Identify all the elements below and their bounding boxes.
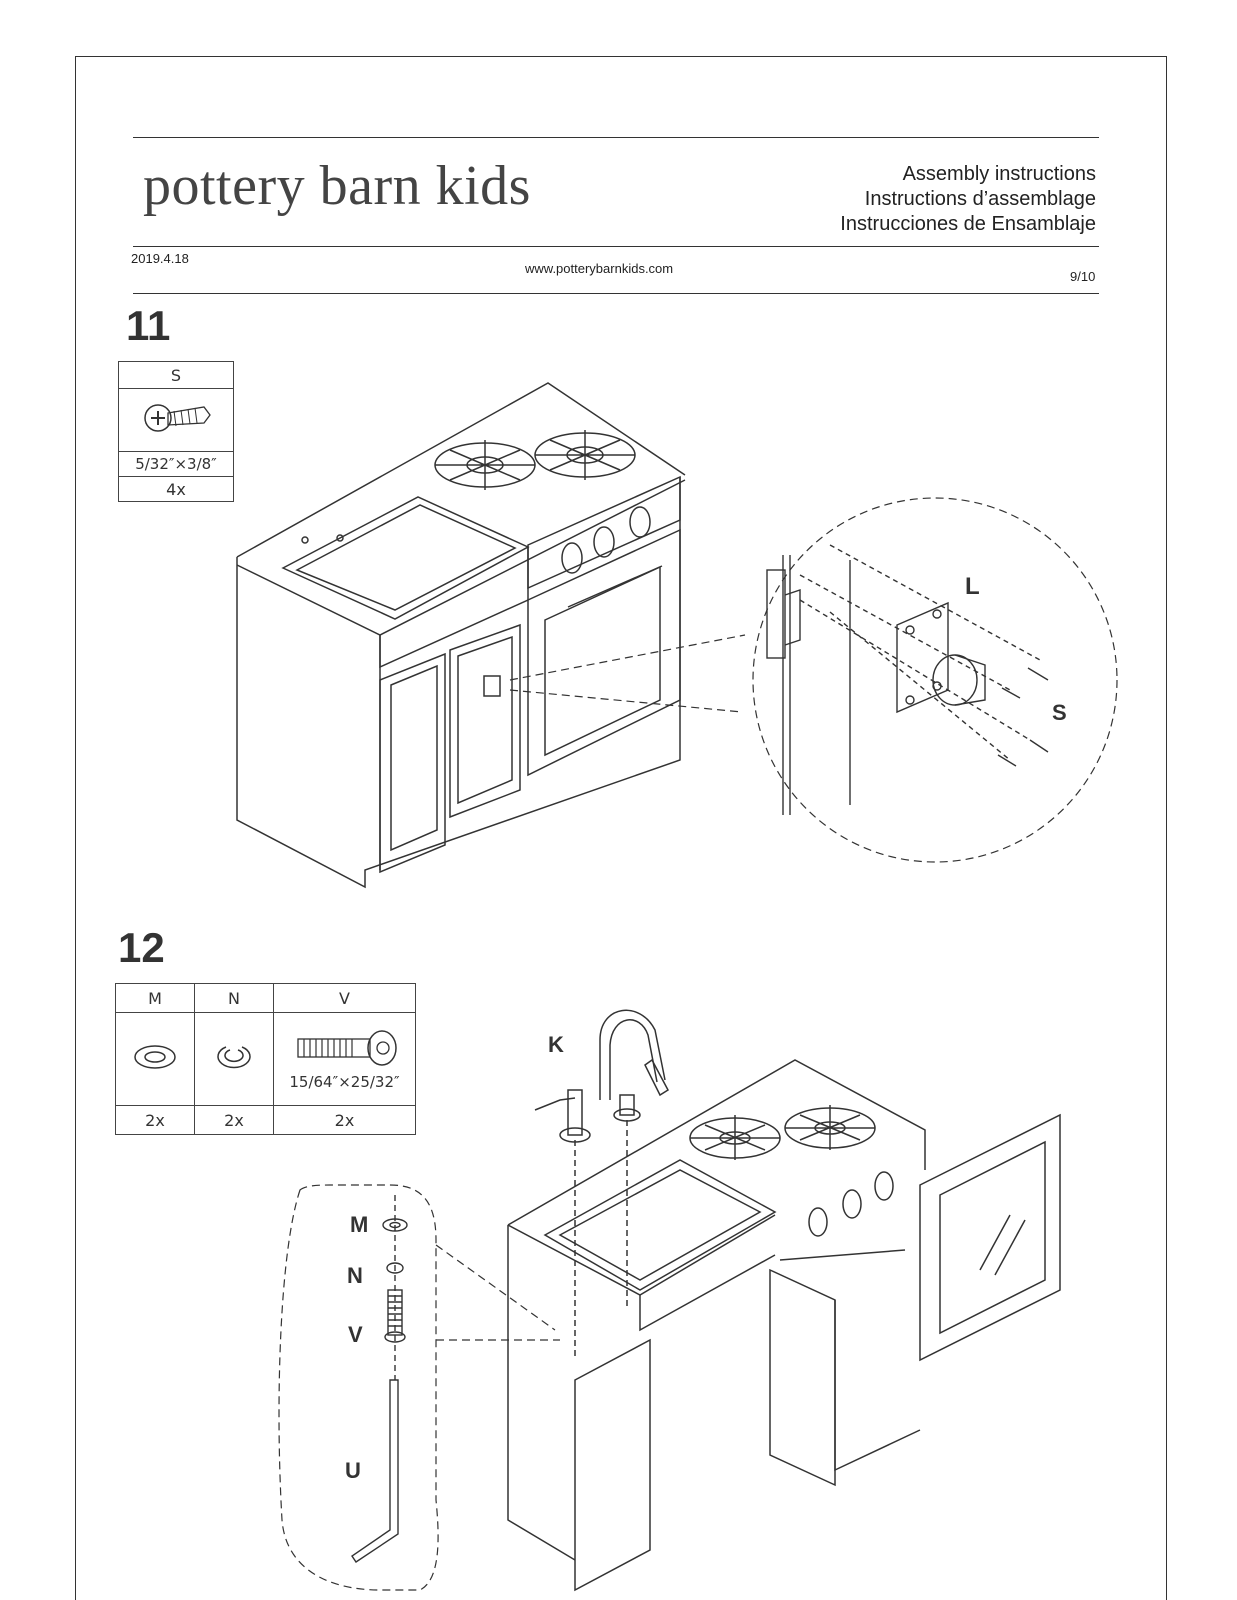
- title-english: Assembly instructions: [902, 163, 1096, 185]
- step-11-number: 11: [126, 302, 171, 349]
- brand-logo: pottery barn kids: [143, 155, 531, 217]
- part-s-letter: S: [119, 362, 234, 389]
- zoom-leader-lines: [510, 498, 1117, 862]
- part-s-qty: 4x: [119, 477, 234, 502]
- flat-washer-icon: [116, 1013, 195, 1106]
- callout-s: S: [1052, 700, 1067, 725]
- latch-detail-drawing: [767, 545, 1048, 815]
- callout-v: V: [348, 1322, 363, 1347]
- bolt-icon: [274, 1013, 416, 1106]
- callout-k: K: [548, 1032, 564, 1057]
- callout-l: L: [965, 573, 980, 600]
- title-french: Instructions d’assemblage: [864, 188, 1096, 210]
- step-12-number: 12: [118, 924, 165, 971]
- callout-n: N: [347, 1263, 363, 1288]
- step-12-parts-table: [115, 983, 416, 1135]
- kitchen-cabinet-drawing: [237, 383, 685, 887]
- callout-u: U: [345, 1458, 361, 1483]
- lock-washer-icon: [195, 1013, 274, 1106]
- part-v-size: 15/64″×25/32″: [289, 1073, 400, 1091]
- part-n-letter: N: [195, 984, 274, 1013]
- website-url: www.potterybarnkids.com: [525, 261, 674, 276]
- document-date: 2019.4.18: [131, 251, 189, 266]
- title-spanish: Instrucciones de Ensamblaje: [840, 213, 1096, 235]
- page-number: 9/10: [1070, 269, 1096, 284]
- part-v-qty: 2x: [274, 1106, 416, 1135]
- part-s-size: 5/32″×3/8″: [119, 452, 234, 477]
- part-m-letter: M: [116, 984, 195, 1013]
- part-n-qty: 2x: [195, 1106, 274, 1135]
- part-v-letter: V: [274, 984, 416, 1013]
- part-m-qty: 2x: [116, 1106, 195, 1135]
- callout-m: M: [350, 1212, 369, 1237]
